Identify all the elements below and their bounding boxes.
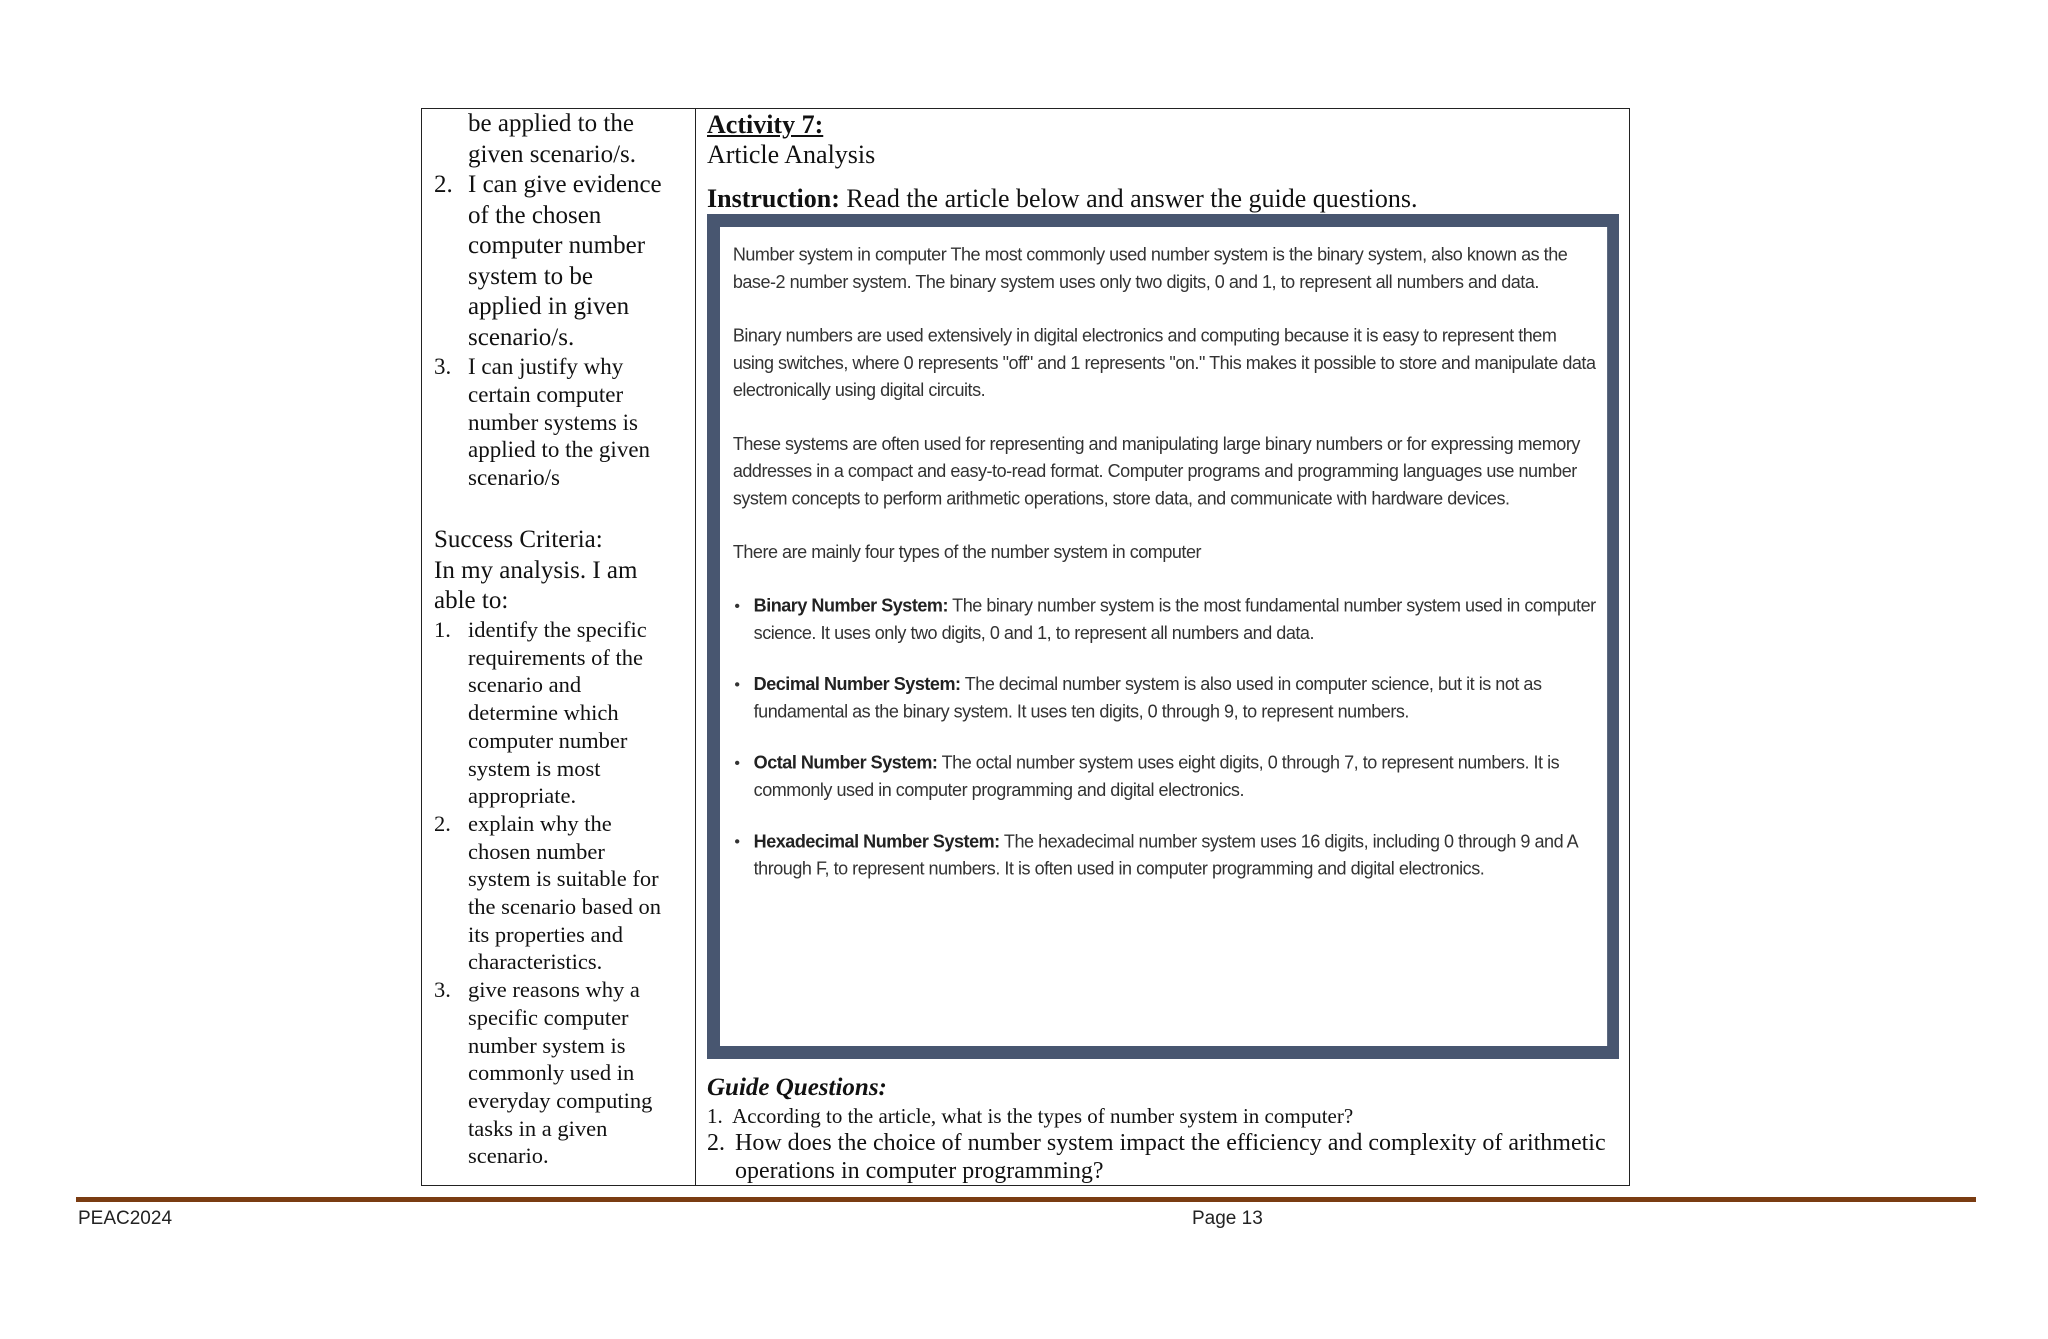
list-item — [434, 976, 661, 1170]
text-line: the scenario based on — [468, 894, 662, 920]
footer-code: PEAC2024 — [78, 1208, 173, 1229]
objective-2 — [434, 170, 662, 353]
objective-continuation — [468, 109, 636, 170]
text-line: computer number — [468, 727, 628, 753]
list-item — [434, 616, 661, 810]
bullet-text: The octal number system uses eight digits, 0 through 7, to represent numbers. It is commonly used in computer programming and digital electronics. — [753, 752, 1560, 800]
bullet-term: Hexadecimal Number System: — [753, 831, 1000, 852]
text-line: certain computer — [468, 381, 624, 407]
bullet-text: The binary number system is the most fundamental number system used in computer science. It uses only two digits, 0 and 1, to represent all numbers and data. — [753, 595, 1596, 643]
question-text: According to the article, what is the types of number system in computer? — [732, 1104, 1354, 1128]
article-paragraph: Binary numbers are used extensively in digital electronics and computing because it is easy to represent them using switches, where 0 represents "off" and 1 represents "on." This makes it possible to store and manipulate data electronically using digital circuits. — [732, 325, 1596, 401]
text-line: given scenario/s. — [468, 140, 637, 168]
text-line: explain why the — [468, 810, 612, 836]
question-number: 1. — [707, 1104, 723, 1128]
bullet-icon: • — [734, 675, 740, 694]
article-paragraph: These systems are often used for representing and manipulating large binary numbers or for expressing memory addresses in a compact and easy-to-read format. Computer programs and programming languages use number system concepts to perform arithmetic operations, store data, and communicate with hardware devices. — [732, 433, 1580, 509]
text-line: scenario/s — [468, 465, 560, 491]
instruction-label: Instruction: — [707, 184, 840, 213]
text-line: tasks in a given — [468, 1115, 608, 1141]
text-line: of the chosen — [468, 201, 602, 229]
text-line: give reasons why a — [468, 977, 640, 1003]
list-item — [733, 592, 1596, 646]
column-divider — [695, 109, 696, 1185]
text-line: requirements of the — [468, 644, 643, 670]
text-line: everyday computing — [468, 1087, 653, 1113]
article-paragraph: Number system in computer The most commonly used number system is the binary system, also known as the base-2 number system. The binary system uses only two digits, 0 and 1, to represent all numbers and data. — [732, 244, 1568, 292]
item-number: 3. — [434, 354, 452, 379]
list-item — [733, 671, 1596, 725]
text-line: appropriate. — [468, 783, 577, 809]
text-line: scenario/s. — [468, 323, 575, 351]
text-line: I can justify why — [468, 354, 624, 379]
guide-question-1 — [707, 1103, 1353, 1129]
text-line: system to be — [468, 262, 593, 290]
number-system-list — [733, 592, 1596, 882]
bullet-term: Decimal Number System: — [753, 674, 961, 695]
text-line: scenario. — [468, 1143, 549, 1169]
item-number: 2. — [434, 171, 453, 198]
text-line: identify the specific — [468, 617, 647, 642]
text-line: its properties and — [468, 921, 623, 947]
footer-rule — [76, 1197, 1976, 1202]
content-table — [421, 108, 1630, 1186]
text-line: applied to the given — [468, 437, 651, 463]
success-criteria-list — [434, 616, 661, 1170]
bullet-text: The decimal number system is also used in computer science, but it is not as fundamental as the binary system. It uses ten digits, 0 through 9, to represent numbers. — [753, 674, 1542, 722]
success-criteria-heading — [434, 525, 637, 617]
list-item — [434, 353, 650, 492]
guide-question-2 — [707, 1129, 1617, 1184]
guide-questions-title: Guide Questions: — [707, 1074, 887, 1101]
text-line: determine which — [468, 700, 619, 726]
list-item — [434, 810, 661, 976]
text-line: I can give evidence — [468, 171, 662, 198]
item-number: 2. — [434, 810, 451, 836]
bullet-icon: • — [734, 754, 740, 772]
bullet-term: Octal Number System: — [753, 752, 938, 773]
text-line: system is suitable for — [468, 866, 659, 892]
bullet-text: The hexadecimal number system uses 16 digits, including 0 through 9 and A through F, to represent numbers. It is often used in computer programming and digital electronics. — [753, 831, 1578, 879]
text-line: scenario and — [468, 672, 582, 698]
text-line: commonly used in — [468, 1060, 635, 1086]
text-line: chosen number — [468, 838, 605, 864]
text-line: Success Criteria: — [434, 526, 603, 553]
text-line: computer number — [468, 232, 646, 259]
article-frame — [707, 214, 1619, 1059]
text-line: number systems is — [468, 409, 638, 435]
question-text: How does the choice of number system impact the efficiency and complexity of arithmetic operations in computer programming? — [735, 1130, 1606, 1184]
activity-subtitle: Article Analysis — [707, 140, 876, 169]
item-number: 1. — [434, 617, 451, 642]
page-number: Page 13 — [1192, 1208, 1263, 1229]
instruction-text: Read the article below and answer the guide questions. — [839, 184, 1418, 213]
bullet-icon: • — [734, 832, 740, 851]
item-number: 3. — [434, 977, 451, 1003]
bullet-term: Binary Number System: — [753, 595, 948, 616]
objective-3 — [434, 353, 650, 492]
article-body — [720, 227, 1607, 1046]
text-line: number system is — [468, 1032, 626, 1058]
list-item — [434, 170, 662, 353]
list-item — [733, 828, 1596, 882]
text-line: be applied to the — [468, 110, 634, 137]
activity-title: Activity 7: — [707, 110, 824, 139]
text-line: In my analysis. I am — [434, 556, 638, 584]
text-line: applied in given — [468, 293, 630, 320]
bullet-icon: • — [734, 597, 740, 615]
article-paragraph: There are mainly four types of the number system in computer — [732, 541, 1202, 562]
text-line: characteristics. — [468, 949, 603, 975]
text-line: system is most — [468, 755, 601, 781]
text-line: able to: — [434, 587, 509, 614]
list-item — [733, 749, 1596, 803]
question-number: 2. — [707, 1130, 725, 1156]
text-line: specific computer — [468, 1004, 629, 1030]
instruction — [707, 183, 1418, 215]
